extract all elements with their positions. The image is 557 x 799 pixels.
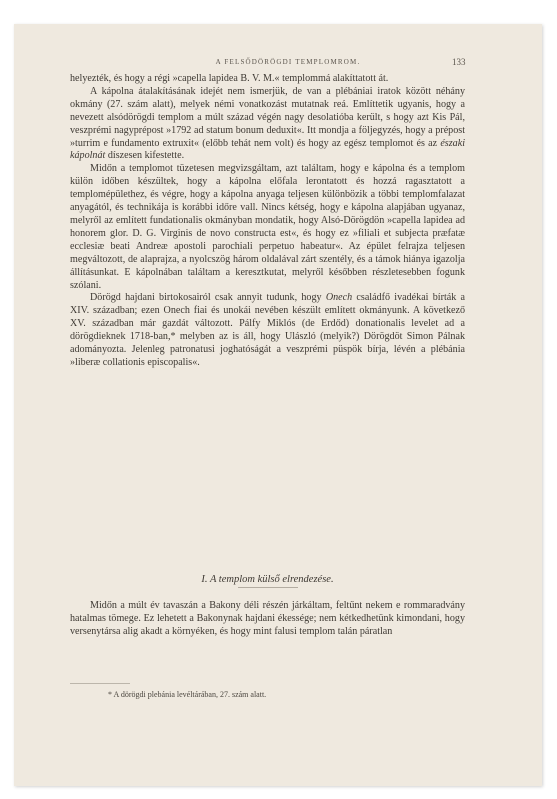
- section-heading: [70, 574, 465, 588]
- paragraph-2-end: díszesen kifestette.: [105, 150, 185, 162]
- paragraph-4-text-a: Dörögd hajdani birtokosairól csak annyit tudunk, hogy: [90, 292, 326, 304]
- section-title: I. A templom külső elrendezése.: [201, 574, 334, 585]
- paragraph-2-text: A kápolna átalakításának idejét nem ismerjük, de van a plébániai iratok között néhány okmány (27. szám alatt), melyek némi vonatkozást mutatnak reá. Említtetik ugyanis, hogy a nevezett alsódörögdi templom a múlt század végén nagy desolatióba került, s hogy azt Kis Pál, veszprémi nagyprépost »1792 ad statum bonum deduxit«. Itt mondja a följegyzés, hogy a prépost »turrim e fundamento extruxit« (előbb tehát nem volt) és hogy az egész templomot és az: [70, 85, 465, 149]
- paragraph-2-italic: északi kápolnát: [70, 137, 465, 162]
- paragraph-4-italic: Onech: [325, 292, 353, 304]
- footnote: * A dörögdi plebánia levéltárában, 27. szám alatt.: [108, 690, 267, 699]
- paragraph-5: Midőn a múlt év tavaszán a Bakony déli részén járkáltam, feltűnt nekem e rommaradvány hatalmas tömege. Ez lehetett a Bakonynak hajdani ékessége; nem kétkedhetünk kimondani, hogy versenytársa alig akadt a környéken, és hogy mint falusi templom talán páratlan: [70, 600, 465, 637]
- paragraph-3: Midőn a templomot tüzetesen megvizsgáltam, azt találtam, hogy e kápolna és a templom külön időben készültek, hogy a kápolna előfala lerontatott és hozzá ragasztatott a templomépülethez, és végre, hogy a kápolna anyaga teljesen különbözik a többi templomfalazat anyagától, és technikája is korábbi időre vall. Nincs kétség, hogy e kápolna alapjában ugyanaz, melyről az említett fundationalis okmányban mondatik, hogy Alsó-Dörögdön »capella lapidea ad honorem glor. D. G. Virginis de novo constructa est«, és hogy ez »filiali et subjecta præfatæ ecclesiæ beati Andreæ apostoli parochiali perpetuo habeatur«. Az épület felrajza teljesen megváltozott, de alaprajza, a nyolcszög három oldalával zárt szentély, és a támok hiánya igazolja állításunkat. E kápolnában találtam a keresztkutat, melyről későbben részletesebben fogunk szólani.: [70, 163, 465, 291]
- paragraph-1: helyezték, és hogy a régi »capella lapidea B. V. M.« templommá alakíttatott át.: [70, 73, 389, 84]
- paragraph-4-text-b: családfő ivadékai bírták a XIV. században; ezen Onech fiai és unokái nevében készült említett okmányunk. A következő XV. században már gazdát változott. Pálfy Miklós (de Erdőd) donationalis levelet ad a dörögdieknek 1718-ban,* melyben az is áll, hogy Ulászló (melyik?) Dörögdöt Simon Pálnak adományozta. Jelenleg patronatusi joghatóságát a veszprémi püspök bírja, lévén a plébánia »liberæ collationis episcopalis«.: [70, 292, 466, 368]
- footnote-rule: [70, 683, 130, 684]
- running-title: A FELSŐDÖRÖGDI TEMPLOMROM.: [215, 58, 361, 66]
- main-text: [70, 73, 465, 370]
- paragraph-4: [70, 292, 465, 369]
- page-number: 133: [452, 57, 466, 67]
- section-text: [70, 600, 465, 639]
- section-rule: [238, 587, 298, 588]
- paragraph-2: [70, 86, 465, 163]
